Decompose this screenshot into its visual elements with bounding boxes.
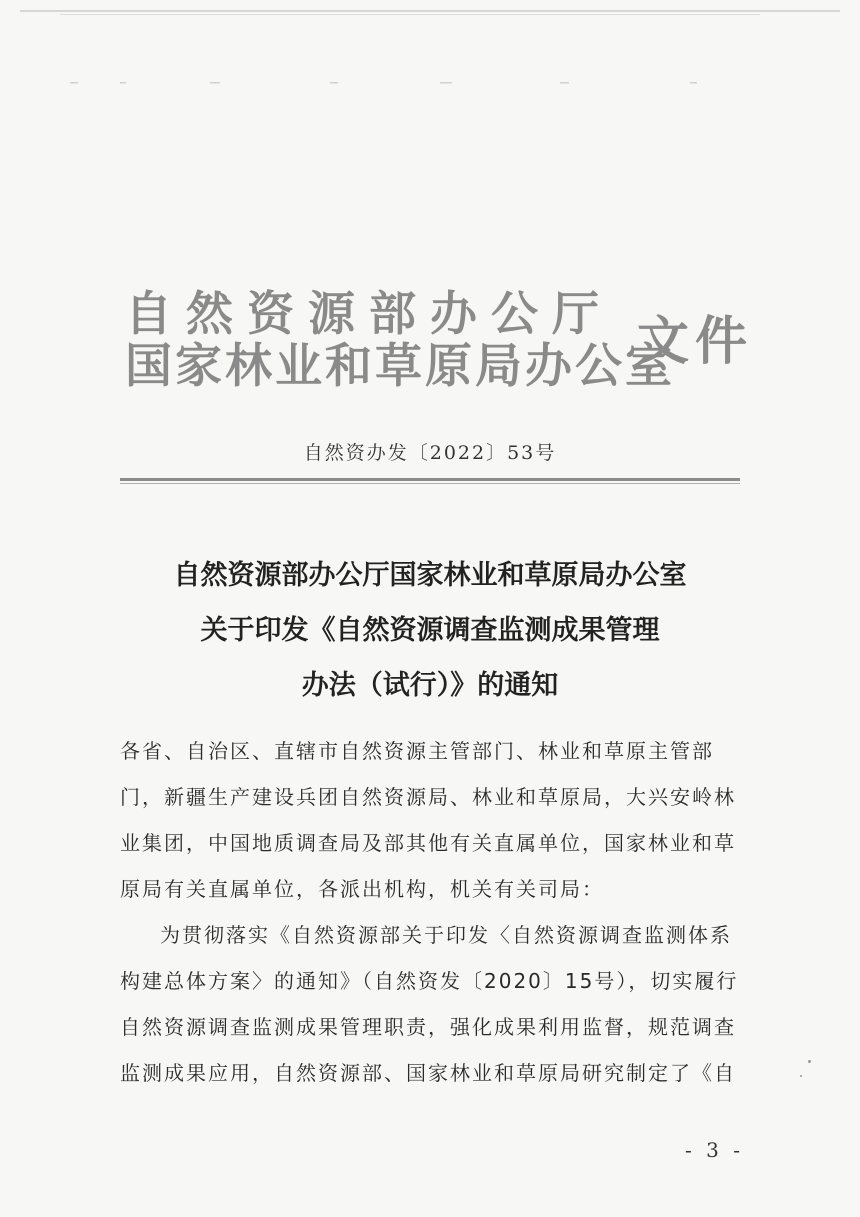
scan-noise-strip [0,0,860,90]
body-line-1: 为贯彻落实《自然资源部关于印发〈自然资源调查监测体系 [160,923,732,947]
masthead-line-2: 国家林业和草原局办公室 [125,339,675,394]
document-title [0,548,860,713]
page-number: - 3 - [685,1138,744,1162]
masthead [125,288,765,396]
scan-speck [808,1060,811,1063]
title-line-3: 办法（试行）》的通知 [301,670,559,701]
body-line-3: 自然资源调查监测成果管理职责，强化成果利用监督，规范调查 [120,1015,736,1039]
body-line-4: 监测成果应用，自然资源部、国家林业和草原局研究制定了《自 [120,1061,736,1085]
document-body [120,728,742,1096]
masthead-line-1: 自然资源部办公厅 [125,287,613,342]
title-line-2: 关于印发《自然资源调查监测成果管理 [200,615,660,646]
recipients-line-4: 原局有关直属单位，各派出机构，机关有关司局： [120,877,604,901]
recipients-line-1: 各省、自治区、直辖市自然资源主管部门、林业和草原主管部 [120,739,714,763]
header-divider [120,478,740,481]
body-line-2: 构建总体方案〉的通知》（自然资发〔2020〕15号），切实履行 [120,969,739,993]
document-number: 自然资办发〔2022〕53号 [303,442,557,464]
scan-speck [800,1075,802,1077]
title-line-1: 自然资源部办公厅国家林业和草原局办公室 [173,560,687,591]
recipients-line-3: 业集团，中国地质调查局及部其他有关直属单位，国家林业和草 [120,831,736,855]
recipients-line-2: 门，新疆生产建设兵团自然资源局、林业和草原局，大兴安岭林 [120,785,736,809]
masthead-suffix: 文件 [637,312,754,372]
header-divider-thin [120,483,740,484]
